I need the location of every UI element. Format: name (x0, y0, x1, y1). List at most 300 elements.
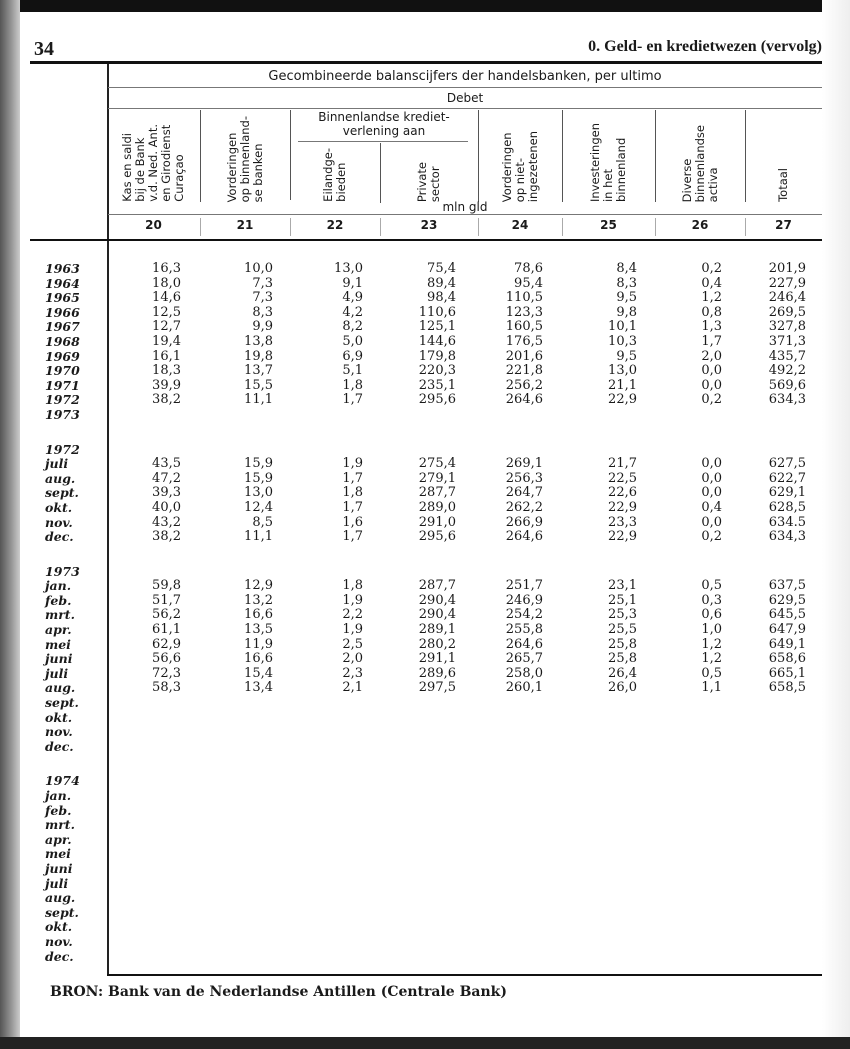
row-label: apr. (45, 831, 72, 847)
cell-col-25: 22,6 (608, 485, 637, 501)
cell-col-20: 39,9 (152, 377, 181, 393)
row-label: okt. (45, 919, 73, 935)
cell-col-22: 9,1 (342, 275, 363, 291)
cell-col-22: 2,5 (342, 636, 363, 652)
row-label: dec. (45, 738, 74, 754)
column-header-label: Vorderingen op niet- ingezetenen (499, 130, 540, 202)
table-row (30, 652, 822, 667)
row-label: 1970 (45, 363, 80, 379)
table-row (30, 847, 822, 862)
cell-col-21: 11,1 (244, 392, 273, 408)
column-divider (478, 218, 479, 236)
cell-col-24: 246,9 (505, 592, 543, 608)
cell-col-22: 13,0 (334, 261, 363, 276)
cell-col-20: 56,6 (152, 651, 181, 667)
table-row (30, 833, 822, 848)
top-rule (30, 61, 822, 64)
cell-col-21: 15,5 (244, 377, 273, 393)
cell-col-27: 649,1 (768, 636, 806, 652)
table-row (30, 906, 822, 921)
table-row (30, 393, 822, 408)
table-row (30, 291, 822, 306)
cell-col-24: 160,5 (505, 319, 543, 335)
cell-col-22: 1,6 (342, 514, 363, 530)
cell-col-27: 371,3 (768, 333, 806, 349)
cell-col-21: 7,3 (252, 275, 273, 291)
row-label: 1965 (45, 290, 80, 306)
cell-col-26: 0,6 (701, 607, 722, 623)
table-row (30, 877, 822, 892)
column-number: 24 (511, 218, 529, 232)
table-row (30, 530, 822, 545)
cell-col-21: 8,5 (252, 514, 273, 530)
cell-col-26: 2,0 (701, 348, 722, 364)
table-row (30, 262, 822, 277)
cell-col-26: 0,0 (701, 377, 722, 393)
cell-col-23: 297,5 (418, 680, 456, 696)
row-label: nov. (45, 933, 73, 949)
cell-col-22: 2,1 (342, 680, 363, 696)
cell-col-25: 26,0 (608, 680, 637, 696)
cell-col-21: 11,9 (244, 636, 273, 652)
cell-col-25: 23,1 (608, 578, 637, 594)
cell-col-22: 1,9 (342, 592, 363, 608)
cell-col-27: 658,6 (768, 651, 806, 667)
cell-col-20: 47,2 (152, 470, 181, 486)
table-row (30, 516, 822, 531)
table-row (30, 696, 822, 711)
column-divider (745, 218, 746, 236)
table-subtitle: Debet (446, 91, 484, 105)
column-divider (562, 218, 563, 236)
cell-col-25: 25,3 (608, 607, 637, 623)
cell-col-24: 269,1 (505, 456, 543, 472)
cell-col-23: 235,1 (418, 377, 456, 393)
scan-binding-edge (0, 0, 20, 1049)
cell-col-21: 15,9 (244, 470, 273, 486)
row-label: jan. (45, 788, 72, 803)
cell-col-22: 2,2 (342, 607, 363, 623)
cell-col-25: 9,5 (616, 290, 637, 306)
cell-col-26: 0,5 (701, 665, 722, 681)
cell-col-22: 1,8 (342, 377, 363, 393)
row-label: jan. (45, 578, 72, 594)
cell-col-26: 1,0 (701, 622, 722, 638)
cell-col-20: 58,3 (152, 680, 181, 696)
row-label: aug. (45, 680, 76, 696)
row-label: apr. (45, 622, 72, 638)
cell-col-23: 279,1 (418, 470, 456, 486)
cell-col-24: 201,6 (505, 348, 543, 364)
row-label: sept. (45, 904, 79, 920)
cell-col-23: 287,7 (418, 485, 456, 501)
cell-col-27: 227,9 (768, 275, 806, 291)
row-label: aug. (45, 470, 76, 486)
cell-col-22: 1,9 (342, 622, 363, 638)
cell-col-21: 16,6 (244, 607, 273, 623)
column-divider (562, 110, 563, 202)
row-label: 1966 (45, 304, 80, 320)
cell-col-27: 492,2 (768, 363, 806, 379)
row-group (30, 774, 822, 964)
column-header (478, 110, 562, 202)
cell-col-26: 0,0 (701, 456, 722, 472)
cell-col-27: 645,5 (768, 607, 806, 623)
cell-col-23: 125,1 (418, 319, 456, 335)
column-header-label: Eilandge- bieden (321, 148, 348, 202)
table-body (30, 262, 822, 984)
cell-col-21: 11,1 (244, 529, 273, 545)
cell-col-26: 0,0 (701, 514, 722, 530)
table-row (30, 501, 822, 516)
table-row (30, 579, 822, 594)
cell-col-25: 10,3 (608, 333, 637, 349)
cell-col-22: 4,9 (342, 290, 363, 306)
table-row (30, 740, 822, 755)
row-label: sept. (45, 485, 79, 501)
table-row (30, 457, 822, 472)
cell-col-22: 1,7 (342, 392, 363, 408)
cell-col-20: 56,2 (152, 607, 181, 623)
cell-col-26: 1,2 (701, 651, 722, 667)
cell-col-20: 14,6 (152, 290, 181, 306)
column-number: 27 (775, 218, 792, 232)
cell-col-21: 13,7 (244, 363, 273, 379)
row-label: mei (45, 846, 71, 862)
cell-col-22: 5,1 (342, 363, 363, 379)
cell-col-21: 12,9 (244, 578, 273, 594)
column-divider (200, 218, 201, 236)
cell-col-26: 1,3 (701, 319, 722, 335)
cell-col-25: 22,9 (608, 392, 637, 408)
column-divider (380, 143, 381, 203)
cell-col-23: 291,0 (418, 514, 456, 530)
row-label: mei (45, 636, 71, 652)
cell-col-23: 280,2 (418, 636, 456, 652)
column-divider (380, 218, 381, 236)
row-label: juli (45, 875, 69, 891)
cell-col-23: 220,3 (418, 363, 456, 379)
cell-col-25: 21,1 (608, 377, 637, 393)
row-label: 1973 (45, 406, 80, 422)
cell-col-27: 665,1 (768, 665, 806, 681)
cell-col-23: 290,4 (418, 607, 456, 623)
cell-col-24: 110,5 (505, 290, 543, 306)
row-label: feb. (45, 802, 72, 818)
cell-col-24: 221,8 (505, 363, 543, 379)
cell-col-20: 61,1 (152, 622, 181, 638)
row-label: 1964 (45, 275, 80, 291)
cell-col-21: 9,9 (252, 319, 273, 335)
row-label: 1963 (45, 261, 80, 276)
column-header (380, 143, 478, 202)
cell-col-20: 59,8 (152, 578, 181, 594)
cell-col-27: 637,5 (768, 578, 806, 594)
row-label: juni (45, 651, 73, 667)
table-row (30, 818, 822, 833)
column-divider (290, 110, 291, 200)
table-row (30, 608, 822, 623)
bottom-rule (107, 974, 822, 976)
running-title: 0. Geld- en kredietwezen (vervolg) (588, 38, 822, 55)
cell-col-24: 266,9 (505, 514, 543, 530)
table-row (30, 891, 822, 906)
cell-col-23: 179,8 (418, 348, 456, 364)
cell-col-27: 629,1 (768, 485, 806, 501)
column-divider (655, 218, 656, 236)
cell-col-25: 22,9 (608, 499, 637, 515)
cell-col-22: 1,7 (342, 470, 363, 486)
cell-col-23: 289,6 (418, 665, 456, 681)
cell-col-23: 289,1 (418, 622, 456, 638)
row-label: dec. (45, 948, 74, 964)
cell-col-20: 19,4 (152, 333, 181, 349)
column-header (290, 143, 380, 202)
row-label: mrt. (45, 817, 75, 833)
cell-col-24: 251,7 (505, 578, 543, 594)
row-label: 1969 (45, 348, 80, 364)
cell-col-24: 123,3 (505, 304, 543, 320)
column-divider (290, 218, 291, 236)
cell-col-23: 289,0 (418, 499, 456, 515)
group-header: Binnenlandse krediet- verlening aan (318, 110, 450, 138)
cell-col-22: 1,8 (342, 578, 363, 594)
column-number: 22 (326, 218, 344, 232)
column-header (562, 110, 655, 202)
row-label: okt. (45, 499, 73, 515)
table-row (30, 638, 822, 653)
row-group (30, 443, 822, 545)
cell-col-23: 89,4 (427, 275, 456, 291)
cell-col-21: 13,0 (244, 485, 273, 501)
cell-col-23: 98,4 (427, 290, 456, 306)
cell-col-24: 256,3 (505, 470, 543, 486)
cell-col-20: 39,3 (152, 485, 181, 501)
column-number: 20 (145, 218, 162, 232)
cell-col-20: 18,3 (152, 363, 181, 379)
table-row (30, 935, 822, 950)
cell-col-20: 51,7 (152, 592, 181, 608)
column-header (655, 110, 745, 202)
cell-col-23: 290,4 (418, 592, 456, 608)
cell-col-23: 144,6 (418, 333, 456, 349)
cell-col-26: 0,0 (701, 485, 722, 501)
table-row (30, 472, 822, 487)
cell-col-27: 629,5 (768, 592, 806, 608)
cell-col-23: 75,4 (427, 261, 456, 276)
cell-col-26: 0,5 (701, 578, 722, 594)
scan-bottom-edge (0, 1037, 850, 1049)
cell-col-20: 16,1 (152, 348, 181, 364)
cell-col-26: 0,4 (701, 499, 722, 515)
column-divider (200, 110, 201, 202)
cell-col-22: 2,0 (342, 651, 363, 667)
table-row (30, 379, 822, 394)
cell-col-24: 260,1 (505, 680, 543, 696)
cell-col-22: 6,9 (342, 348, 363, 364)
table-row (30, 335, 822, 350)
column-header-label: Totaal (776, 168, 790, 202)
cell-col-25: 25,5 (608, 622, 637, 638)
cell-col-22: 1,7 (342, 529, 363, 545)
cell-col-25: 9,5 (616, 348, 637, 364)
row-label: nov. (45, 514, 73, 530)
table-row (30, 681, 822, 696)
row-label: dec. (45, 529, 74, 545)
column-number: 26 (691, 218, 709, 232)
row-label: mrt. (45, 607, 75, 623)
cell-col-24: 254,2 (505, 607, 543, 623)
cell-col-24: 95,4 (514, 275, 543, 291)
cell-col-24: 255,8 (505, 622, 543, 638)
row-label: feb. (45, 592, 72, 608)
cell-col-24: 262,2 (505, 499, 543, 515)
cell-col-21: 15,4 (244, 665, 273, 681)
cell-col-26: 1,7 (701, 333, 722, 349)
column-number: 21 (236, 218, 254, 232)
row-label: nov. (45, 724, 73, 740)
cell-col-24: 265,7 (505, 651, 543, 667)
column-divider (478, 110, 479, 202)
cell-col-23: 110,6 (418, 304, 456, 320)
cell-col-21: 16,6 (244, 651, 273, 667)
cell-col-26: 1,2 (701, 636, 722, 652)
column-header-label: Kas en saldi bij de Bank v.d. Ned. Ant. en Girodienst Curaçao (120, 124, 186, 202)
cell-col-26: 1,1 (701, 680, 722, 696)
cell-col-23: 291,1 (418, 651, 456, 667)
table-row (30, 667, 822, 682)
cell-col-26: 0,2 (701, 261, 722, 276)
cell-col-24: 264,6 (505, 636, 543, 652)
row-label: 1967 (45, 319, 80, 335)
row-label: okt. (45, 709, 73, 725)
row-label: sept. (45, 695, 79, 711)
cell-col-21: 13,4 (244, 680, 273, 696)
cell-col-27: 658,5 (768, 680, 806, 696)
row-label: 1968 (45, 333, 80, 349)
cell-col-25: 25,8 (608, 651, 637, 667)
scan-right-edge (822, 0, 850, 1049)
row-label: 1971 (45, 377, 80, 393)
cell-col-26: 0,0 (701, 363, 722, 379)
cell-col-27: 628,5 (768, 499, 806, 515)
cell-col-21: 19,8 (244, 348, 273, 364)
cell-col-20: 12,7 (152, 319, 181, 335)
cell-col-25: 23,3 (608, 514, 637, 530)
cell-col-27: 622,7 (768, 470, 806, 486)
cell-col-25: 8,4 (616, 261, 637, 276)
cell-col-25: 22,5 (608, 470, 637, 486)
cell-col-27: 634,3 (768, 529, 806, 545)
cell-col-25: 10,1 (608, 319, 637, 335)
cell-col-25: 9,8 (616, 304, 637, 320)
cell-col-22: 1,9 (342, 456, 363, 472)
table-row (30, 725, 822, 740)
cell-col-22: 4,2 (342, 304, 363, 320)
rule (108, 214, 822, 215)
table-row (30, 486, 822, 501)
table-row (30, 277, 822, 292)
cell-col-21: 15,9 (244, 456, 273, 472)
cell-col-24: 264,6 (505, 392, 543, 408)
table-row (30, 804, 822, 819)
cell-col-27: 647,9 (768, 622, 806, 638)
column-number: 25 (600, 218, 617, 232)
column-header-label: Private sector (415, 161, 442, 202)
cell-col-27: 201,9 (768, 261, 806, 276)
cell-col-20: 62,9 (152, 636, 181, 652)
cell-col-21: 7,3 (252, 290, 273, 306)
row-group (30, 262, 822, 423)
column-number: 23 (420, 218, 438, 232)
cell-col-26: 0,2 (701, 529, 722, 545)
rule (108, 108, 822, 109)
table-row (30, 594, 822, 609)
page-number: 34 (34, 38, 54, 60)
cell-col-22: 8,2 (342, 319, 363, 335)
group-year-label: 1974 (45, 773, 80, 789)
scan-top-edge (0, 0, 850, 12)
column-divider (745, 110, 746, 202)
cell-col-24: 264,7 (505, 485, 543, 501)
cell-col-20: 12,5 (152, 304, 181, 320)
cell-col-20: 16,3 (152, 261, 181, 276)
cell-col-27: 269,5 (768, 304, 806, 320)
cell-col-20: 18,0 (152, 275, 181, 291)
cell-col-21: 12,4 (244, 499, 273, 515)
cell-col-27: 634.5 (768, 514, 806, 530)
row-label: juni (45, 860, 73, 876)
cell-col-27: 634,3 (768, 392, 806, 408)
cell-col-26: 0,2 (701, 392, 722, 408)
row-label: juli (45, 456, 69, 472)
group-year-label: 1972 (45, 441, 80, 457)
cell-col-24: 78,6 (514, 261, 543, 276)
cell-col-25: 21,7 (608, 456, 637, 472)
cell-col-24: 256,2 (505, 377, 543, 393)
table-row (30, 711, 822, 726)
cell-col-26: 1,2 (701, 290, 722, 306)
cell-col-27: 246,4 (768, 290, 806, 306)
cell-col-26: 0,0 (701, 470, 722, 486)
cell-col-27: 435,7 (768, 348, 806, 364)
cell-col-20: 72,3 (152, 665, 181, 681)
cell-col-23: 295,6 (418, 529, 456, 545)
row-label: juli (45, 665, 69, 681)
cell-col-26: 0,4 (701, 275, 722, 291)
table-row (30, 306, 822, 321)
cell-col-24: 258,0 (505, 665, 543, 681)
column-header-label: Investeringen in het binnenland (588, 122, 628, 202)
cell-col-21: 10,0 (244, 261, 273, 276)
cell-col-25: 25,1 (608, 592, 637, 608)
cell-col-20: 43,5 (152, 456, 181, 472)
cell-col-20: 38,2 (152, 529, 181, 545)
column-header-label: Vorderingen op binnenland- se banken (224, 115, 265, 202)
cell-col-25: 13,0 (608, 363, 637, 379)
rule (298, 141, 468, 142)
table-row (30, 920, 822, 935)
header-bottom-rule (30, 239, 822, 241)
cell-col-26: 0,3 (701, 592, 722, 608)
table-row (30, 320, 822, 335)
unit-label: mln gld (442, 200, 488, 214)
cell-col-23: 275,4 (418, 456, 456, 472)
cell-col-25: 26,4 (608, 665, 637, 681)
table-row (30, 862, 822, 877)
table-row (30, 350, 822, 365)
cell-col-24: 176,5 (505, 333, 543, 349)
